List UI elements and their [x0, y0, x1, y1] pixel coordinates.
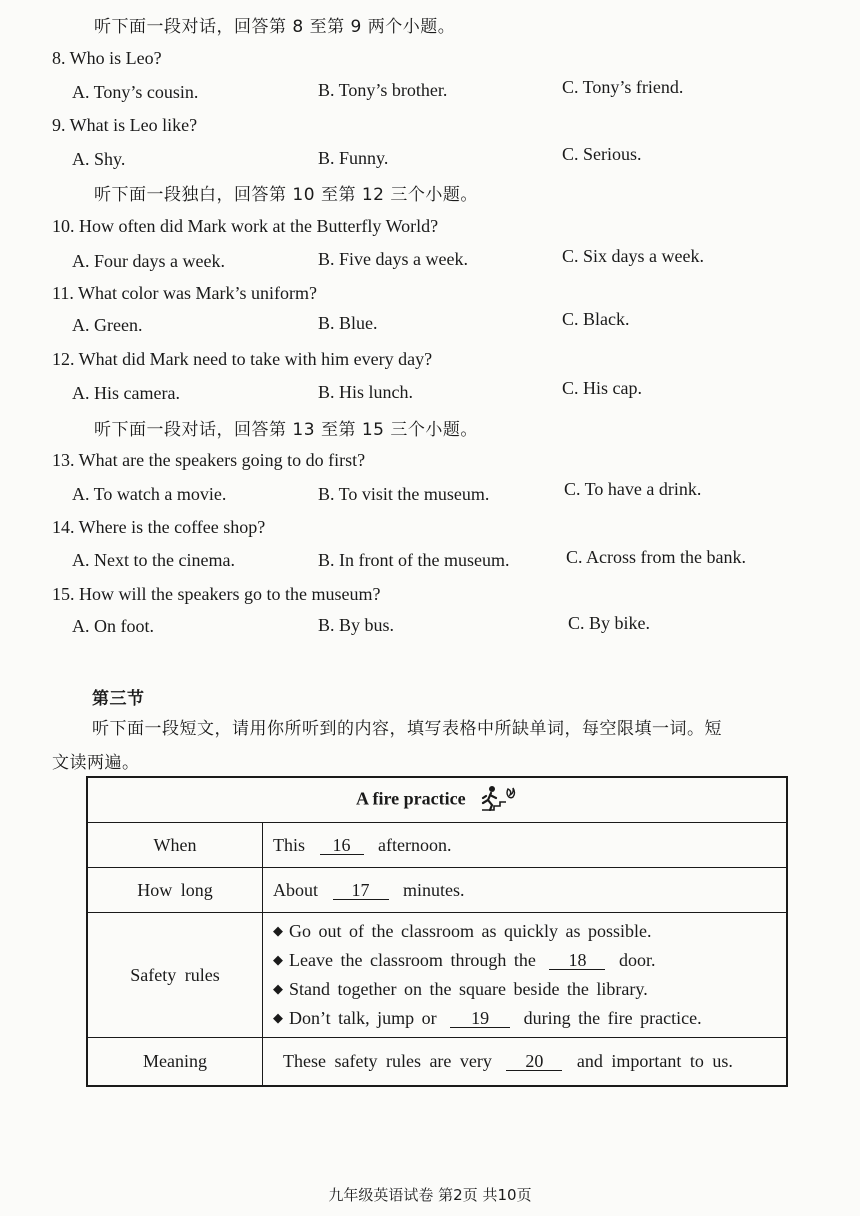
how-long-label: How long	[87, 868, 263, 913]
question-13: 13. What are the speakers going to do first?	[52, 450, 366, 470]
question-15: 15. How will the speakers go to the museum?	[52, 584, 381, 604]
option-9a: A. Shy.	[72, 149, 126, 169]
option-11b: B. Blue.	[318, 313, 378, 333]
question-9: 9. What is Leo like?	[52, 115, 198, 135]
option-9b: B. Funny.	[318, 148, 389, 168]
safety-rules-list	[273, 913, 776, 1037]
section3-instruction-line1: 听下面一段短文，请用你所听到的内容，填写表格中所缺单词，每空限填一词。短	[92, 719, 722, 739]
fire-practice-table	[86, 776, 788, 1087]
question-14: 14. Where is the coffee shop?	[52, 517, 266, 537]
meaning-cell: These safety rules are very 20 and important to us.	[263, 1038, 788, 1086]
when-post: afternoon.	[378, 834, 452, 855]
option-12b: B. His lunch.	[318, 382, 414, 402]
meaning-label: Meaning	[87, 1038, 263, 1086]
option-11a: A. Green.	[72, 315, 143, 335]
option-10c: C. Six days a week.	[562, 246, 704, 266]
how-long-pre: About	[273, 879, 318, 900]
option-8c: C. Tony’s friend.	[562, 77, 684, 97]
blank-18: 18	[549, 951, 605, 970]
option-13a: A. To watch a movie.	[72, 484, 227, 504]
safety-rules-cell	[263, 913, 788, 1038]
question-10: 10. How often did Mark work at the Butterfly World?	[52, 216, 439, 236]
question-11: 11. What color was Mark’s uniform?	[52, 283, 317, 303]
option-15b: B. By bus.	[318, 615, 395, 635]
section3-instruction-line2: 文读两遍。	[52, 753, 140, 773]
how-long-cell	[263, 868, 788, 913]
option-13c: C. To have a drink.	[564, 479, 702, 499]
question-8: 8. Who is Leo?	[52, 48, 162, 68]
bullet-icon: ◆	[273, 952, 283, 967]
option-10a: A. Four days a week.	[72, 251, 225, 271]
question-12: 12. What did Mark need to take with him every day?	[52, 349, 433, 369]
option-8b: B. Tony’s brother.	[318, 80, 448, 100]
rule-2: ◆ Leave the classroom through the 18 door.	[273, 950, 656, 970]
bullet-icon: ◆	[273, 923, 283, 938]
rule-4: ◆ Don’t talk, jump or 19 during the fire practice.	[273, 1008, 702, 1028]
table-title-cell	[87, 777, 787, 823]
table-title: A fire practice	[355, 788, 466, 809]
how-long-post: minutes.	[403, 879, 465, 900]
page-footer: 九年级英语试卷 第2页 共10页	[328, 1186, 532, 1204]
section-intro-q13: 听下面一段对话，回答第 13 至第 15 三个小题。	[94, 420, 478, 440]
rule-3: ◆ Stand together on the square beside the library.	[273, 979, 648, 999]
bullet-icon: ◆	[273, 981, 283, 996]
option-15c: C. By bike.	[568, 613, 651, 633]
option-10b: B. Five days a week.	[318, 249, 468, 269]
section-intro-q10: 听下面一段独白，回答第 10 至第 12 三个小题。	[94, 185, 478, 205]
option-8a: A. Tony’s cousin.	[72, 82, 199, 102]
blank-20: 20	[506, 1052, 562, 1071]
option-13b: B. To visit the museum.	[318, 484, 490, 504]
option-14a: A. Next to the cinema.	[72, 550, 235, 570]
safety-rules-label: Safety rules	[87, 913, 263, 1038]
option-15a: A. On foot.	[72, 616, 154, 636]
section3-heading: 第三节	[92, 689, 145, 709]
blank-19: 19	[450, 1009, 510, 1028]
option-9c: C. Serious.	[562, 144, 642, 164]
rule-1: ◆ Go out of the classroom as quickly as possible.	[273, 921, 652, 941]
blank-16: 16	[320, 836, 364, 855]
when-pre: This	[273, 834, 306, 855]
option-11c: C. Black.	[562, 309, 630, 329]
option-12a: A. His camera.	[72, 383, 180, 403]
option-12c: C. His cap.	[562, 378, 642, 398]
bullet-icon: ◆	[273, 1010, 283, 1025]
when-label: When	[87, 823, 263, 868]
option-14b: B. In front of the museum.	[318, 550, 510, 570]
when-cell	[263, 823, 788, 868]
running-person-fire-exit-icon	[480, 785, 518, 816]
section-intro-q8: 听下面一段对话，回答第 8 至第 9 两个小题。	[94, 17, 456, 37]
blank-17: 17	[333, 881, 389, 900]
option-14c: C. Across from the bank.	[566, 547, 746, 567]
